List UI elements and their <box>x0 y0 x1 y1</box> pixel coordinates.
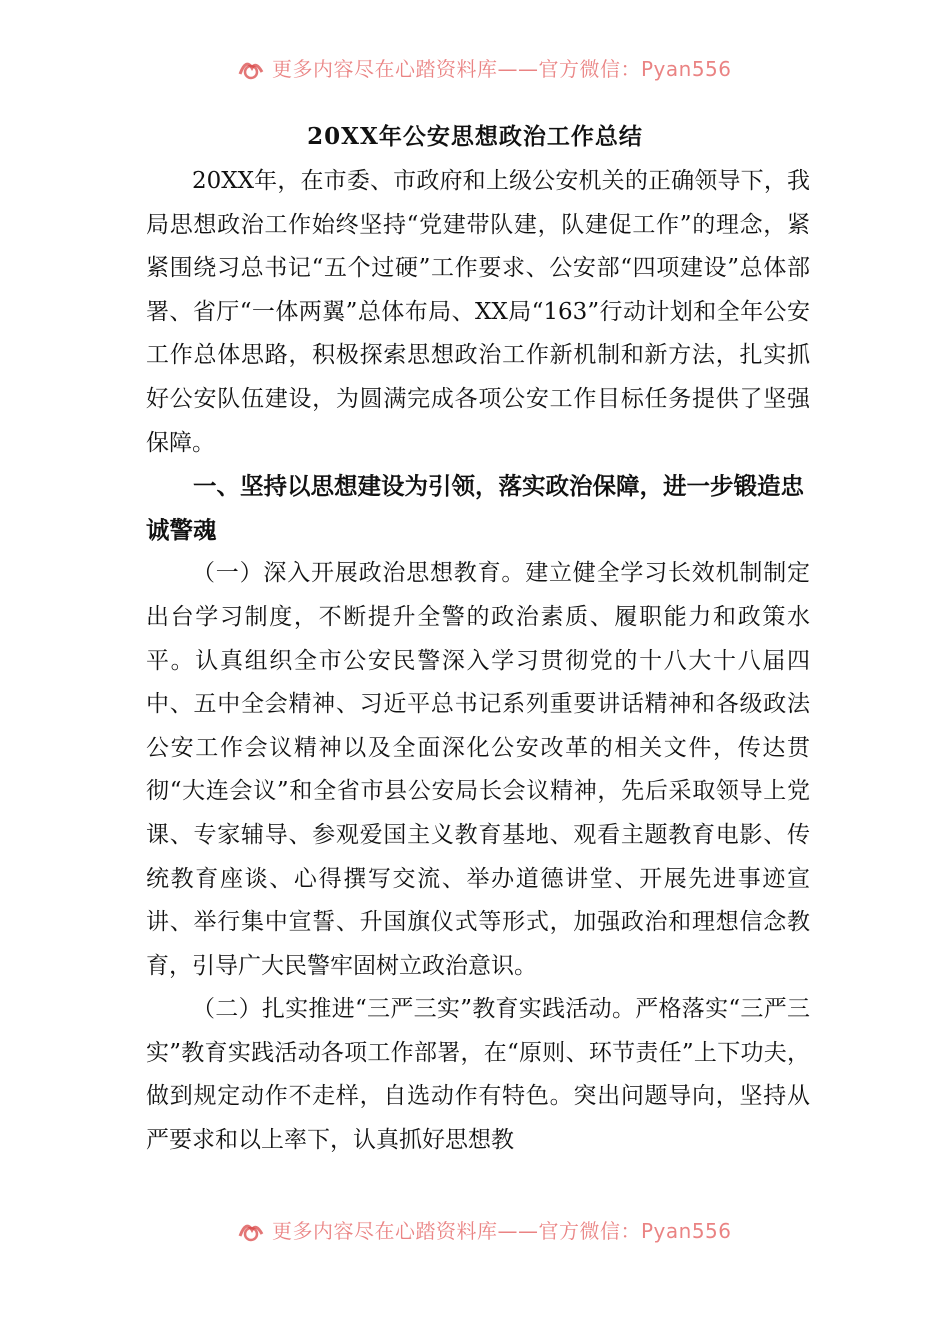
subsection-paragraph-1: （一）深入开展政治思想教育。建立健全学习长效机制制定出台学习制度，不断提升全警的政治素质、履职能力和政策水平。认真组织全市公安民警深入学习贯彻党的十八大十八届四中、五中全会精神、习近平总书记系列重要讲话精神和各级政法公安工作会议精神以及全面深化公安改革的相关文件，传达贯彻“大连会议”和全省市县公安局长会议精神，先后采取领导上党课、专家辅导、参观爱国主义教育基地、观看主题教育电影、传统教育座谈、心得撰写交流、举办道德讲堂、开展先进事迹宣讲、举行集中宣誓、升国旗仪式等形式，加强政治和理想信念教育，引导广大民警牢固树立政治意识。 <box>146 560 810 979</box>
subsection-paragraph-2: （二）扎实推进“三严三实”教育实践活动。严格落实“三严三实”教育实践活动各项工作部署，在“原则、环节责任”上下功夫，做到规定动作不走样，自选动作有特色。突出问题导向，坚持从严要求和以上率下，认真抓好思想教 <box>146 996 810 1154</box>
mountain-logo-icon <box>236 52 266 82</box>
mountain-logo-icon <box>236 1214 266 1244</box>
watermark-text: 更多内容尽在心踏资料库——官方微信：Pyan556 <box>272 56 732 81</box>
intro-paragraph: 20XX年，在市委、市政府和上级公安机关的正确领导下，我局思想政治工作始终坚持“党建带队建，队建促工作”的理念，紧紧围绕习总书记“五个过硬”工作要求、公安部“四项建设”总体部署、省厅“一体两翼”总体布局、XX局“163”行动计划和全年公安工作总体思路，积极探索思想政治工作新机制和新方法，扎实抓好公安队伍建设，为圆满完成各项公安工作目标任务提供了坚强保障。 <box>146 168 810 456</box>
watermark-top <box>0 52 950 88</box>
section-heading: 一、坚持以思想建设为引领，落实政治保障，进一步锻造忠诚警魂 <box>146 472 804 544</box>
watermark-text: 更多内容尽在心踏资料库——官方微信：Pyan556 <box>272 1218 732 1243</box>
watermark-bottom <box>0 1214 950 1250</box>
document-body <box>146 160 810 1163</box>
document-title: 20XX年公安思想政治工作总结 <box>307 123 643 150</box>
